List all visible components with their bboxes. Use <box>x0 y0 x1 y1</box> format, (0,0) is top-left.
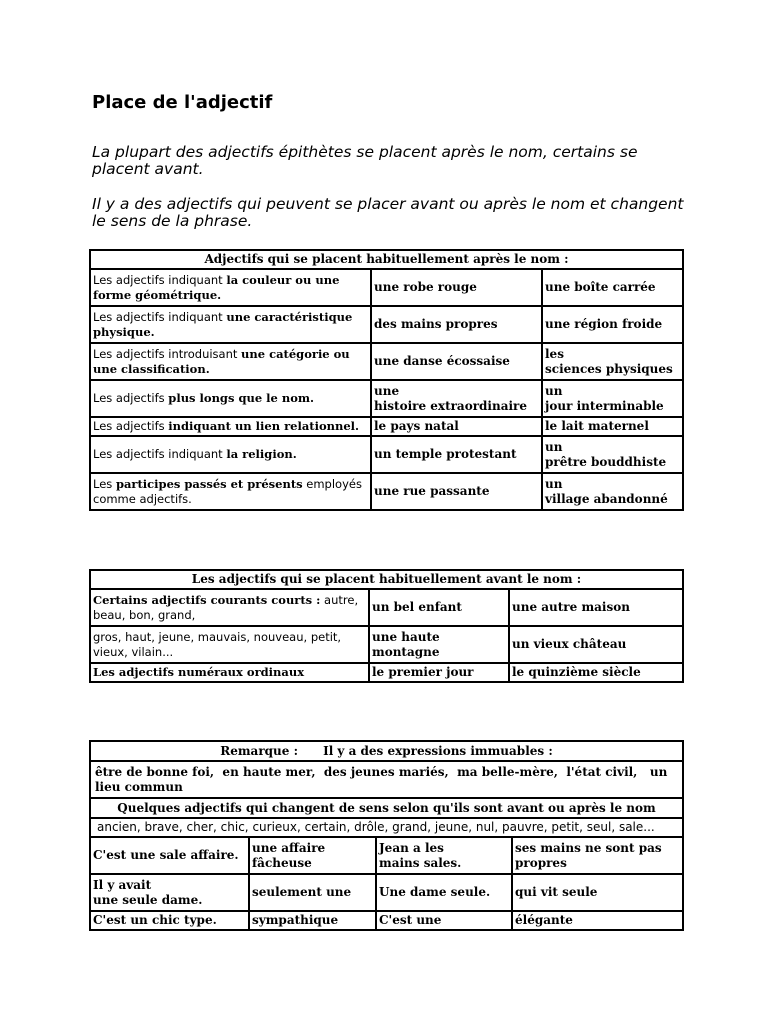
rule-cell: gros, haut, jeune, mauvais, nouveau, petit, vieux, vilain... <box>90 626 369 663</box>
table-row <box>90 663 683 682</box>
rule-cell: Les adjectifs indiquant la religion. <box>90 436 371 473</box>
table-row <box>90 343 683 380</box>
meaning-cell: élégante <box>512 911 683 930</box>
rule-cell: Les participes passés et présents employés comme adjectifs. <box>90 473 371 510</box>
example-cell: C'est une <box>376 911 512 930</box>
table-remark <box>89 740 684 931</box>
example-cell: une haute montagne <box>369 626 509 663</box>
table-after-noun <box>89 249 684 511</box>
rule-cell: Les adjectifs indiquant une caractéristique physique. <box>90 306 371 343</box>
example-cell: une région froide <box>542 306 683 343</box>
table-header: Les adjectifs qui se placent habituellement avant le nom : <box>90 570 683 589</box>
table-row <box>90 436 683 473</box>
meaning-cell: seulement une <box>249 874 376 911</box>
example-cell: une rue passante <box>371 473 542 510</box>
example-cell: un bel enfant <box>369 589 509 626</box>
table-header: Quelques adjectifs qui changent de sens selon qu'ils sont avant ou après le nom <box>90 798 683 818</box>
example-cell: C'est un chic type. <box>90 911 249 930</box>
example-cell: Jean a les mains sales. <box>376 837 512 874</box>
rule-cell: Les adjectifs plus longs que le nom. <box>90 380 371 417</box>
example-cell: le premier jour <box>369 663 509 682</box>
table-row <box>90 626 683 663</box>
intro-paragraph-2: Il y a des adjectifs qui peuvent se placer avant ou après le nom et changent le sens de la phrase. <box>92 195 684 230</box>
table-row <box>90 473 683 510</box>
intro-paragraph-1: La plupart des adjectifs épithètes se placent après le nom, certains se placent avant. <box>92 143 638 178</box>
example-cell: un jour interminable <box>542 380 683 417</box>
example-cell: un prêtre bouddhiste <box>542 436 683 473</box>
example-cell: une robe rouge <box>371 269 542 306</box>
meaning-cell: ses mains ne sont pas propres <box>512 837 683 874</box>
table-row <box>90 837 683 874</box>
rule-cell: Les adjectifs indiquant un lien relationnel. <box>90 417 371 436</box>
table-row <box>90 380 683 417</box>
table-before-noun <box>89 569 684 683</box>
rule-cell: Certains adjectifs courants courts : autre, beau, bon, grand, <box>90 589 369 626</box>
adjective-list: ancien, brave, cher, chic, curieux, certain, drôle, grand, jeune, nul, pauvre, petit, seul, sale... <box>90 818 683 837</box>
example-cell: C'est une sale affaire. <box>90 837 249 874</box>
example-cell: le lait maternel <box>542 417 683 436</box>
example-cell: Une dame seule. <box>376 874 512 911</box>
example-cell: une autre maison <box>509 589 683 626</box>
remark-header: Remarque : Il y a des expressions immuables : <box>90 741 683 761</box>
rule-cell: Les adjectifs introduisant une catégorie ou une classification. <box>90 343 371 380</box>
example-cell: une danse écossaise <box>371 343 542 380</box>
example-cell: un village abandonné <box>542 473 683 510</box>
example-cell: le quinzième siècle <box>509 663 683 682</box>
meaning-cell: qui vit seule <box>512 874 683 911</box>
table-row <box>90 874 683 911</box>
table-row <box>90 306 683 343</box>
expressions-cell: être de bonne foi, en haute mer, des jeunes mariés, ma belle-mère, l'état civil, un lieu commun <box>90 761 683 798</box>
table-row <box>90 911 683 930</box>
example-cell: des mains propres <box>371 306 542 343</box>
example-cell: le pays natal <box>371 417 542 436</box>
example-cell: les sciences physiques <box>542 343 683 380</box>
page-title: Place de l'adjectif <box>92 92 273 113</box>
rule-cell: Les adjectifs indiquant la couleur ou une forme géométrique. <box>90 269 371 306</box>
example-cell: Il y avait une seule dame. <box>90 874 249 911</box>
example-cell: une histoire extraordinaire <box>371 380 542 417</box>
table-row <box>90 269 683 306</box>
meaning-cell: une affaire fâcheuse <box>249 837 376 874</box>
meaning-cell: sympathique <box>249 911 376 930</box>
rule-cell: Les adjectifs numéraux ordinaux <box>90 663 369 682</box>
example-cell: un temple protestant <box>371 436 542 473</box>
table-header: Adjectifs qui se placent habituellement après le nom : <box>90 250 683 269</box>
example-cell: une boîte carrée <box>542 269 683 306</box>
table-row <box>90 417 683 436</box>
example-cell: un vieux château <box>509 626 683 663</box>
table-row <box>90 589 683 626</box>
